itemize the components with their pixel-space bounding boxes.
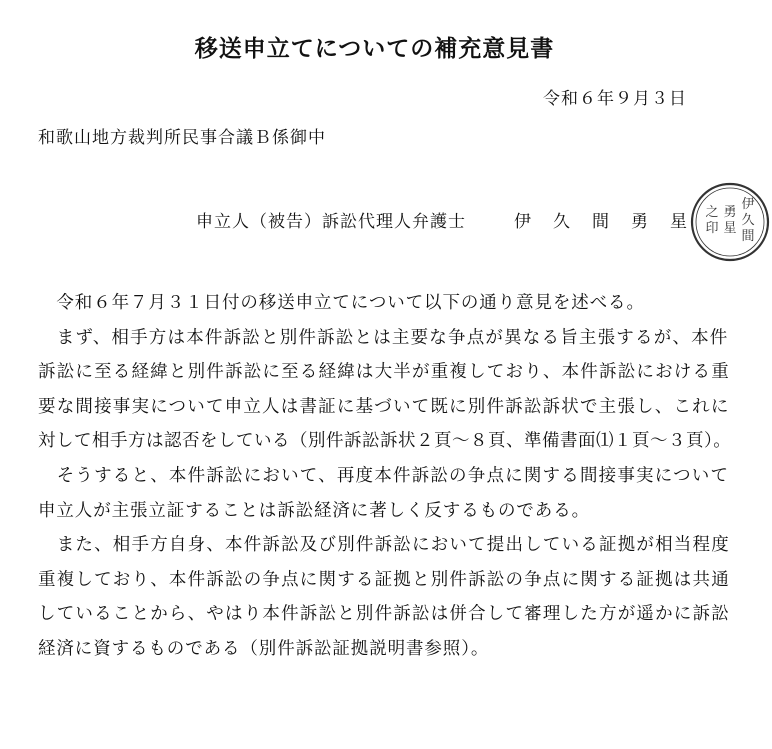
signer-block <box>196 207 709 232</box>
body-line: していることから、やはり本件訴訟と別件訴訟は併合して審理した方が遥かに訴訟 <box>38 604 730 625</box>
body-line: 対して相手方は認否をしている（別件訴訟訴状２頁～８頁、準備書面⑴１頁～３頁）。 <box>38 431 732 452</box>
seal-character: 之 <box>705 205 719 220</box>
document-body <box>38 286 732 667</box>
signer-role: 申立人（被告）訴訟代理人弁護士 <box>196 212 466 232</box>
body-line: 訴訟に至る経緯と別件訴訟に至る経緯は大半が重複しており、本件訴訟における重 <box>38 362 730 383</box>
signer-name: 伊久間勇星 <box>514 212 709 232</box>
document-title: 移送申立てについての補充意見書 <box>194 35 555 62</box>
seal-character: 伊 <box>741 197 755 212</box>
seal-stamp <box>688 180 772 264</box>
body-line: まず、相手方は本件訴訟と別件訴訟とは主要な争点が異なる旨主張するが、本件 <box>38 327 729 348</box>
seal-character: 印 <box>705 221 719 236</box>
document-date: 令和６年９月３日 <box>543 89 687 109</box>
body-line: 申立人が主張立証することは訴訟経済に著しく反するものである。 <box>38 500 590 521</box>
body-line: そうすると、本件訴訟において、再度本件訴訟の争点に関する間接事実について <box>38 465 730 486</box>
body-line: 令和６年７月３１日付の移送申立てについて以下の通り意見を述べる。 <box>38 293 645 313</box>
seal-character: 久 <box>741 213 755 228</box>
addressee: 和歌山地方裁判所民事合議Ｂ係御中 <box>38 128 326 148</box>
body-line: 経済に資するものである（別件訴訟証拠説明書参照）。 <box>38 638 490 659</box>
body-line: 重複しており、本件訴訟の争点に関する証拠と別件訴訟の争点に関する証拠は共通 <box>38 569 730 590</box>
seal-character: 星 <box>723 221 737 236</box>
seal-character: 勇 <box>723 205 737 220</box>
seal-character: 間 <box>741 229 755 244</box>
body-line: 要な間接事実について申立人は書証に基づいて既に別件訴訟訴状で主張し、これに <box>38 396 730 417</box>
body-line: また、相手方自身、本件訴訟及び別件訴訟において提出している証拠が相当程度 <box>38 535 730 556</box>
